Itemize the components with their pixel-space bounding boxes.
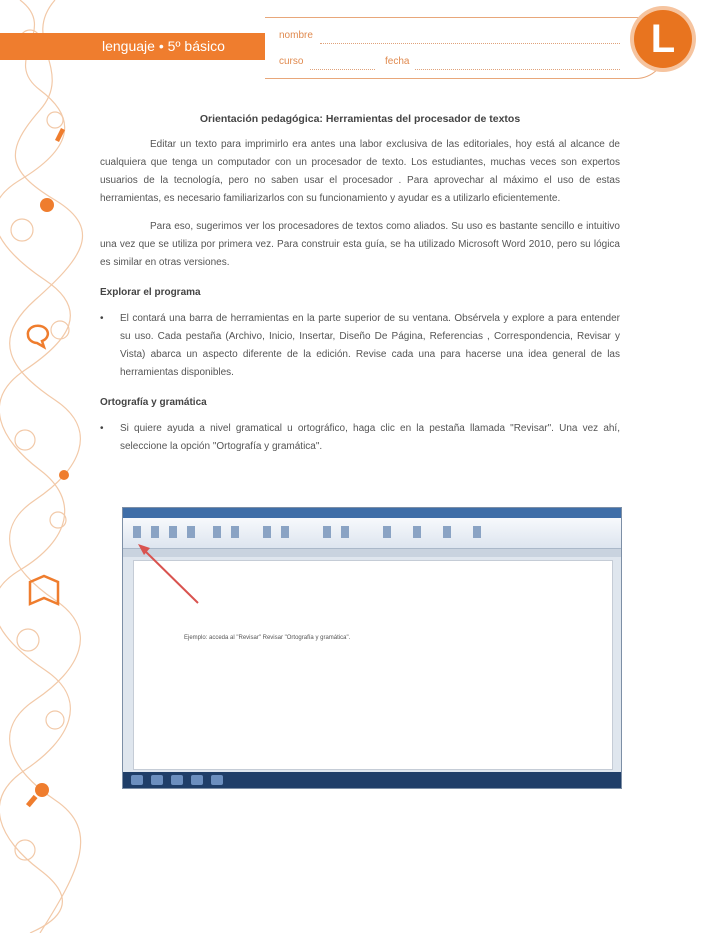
bullet-explore: • El contará una barra de herramientas en la parte superior de su ventana. Obsérvela y explore a para entender su uso. Cada pestaña (Archivo, Inicio, Insertar, Diseño De Página, Referencias , Correspondencia, Revisar y Vista) abarca un aspecto diferente de la edición. Revise cada una para hacerse una idea general de las herramientas disponibles. (100, 310, 620, 382)
name-label: nombre (279, 30, 313, 41)
section-heading-explore: Explorar el programa (100, 287, 201, 298)
section-heading-spelling: Ortografía y gramática (100, 397, 207, 408)
sample-text-line: Ejemplo: acceda al "Revisar" Revisar "Ortografía y gramática". (184, 635, 351, 641)
date-label: fecha (385, 56, 410, 67)
second-paragraph: Para eso, sugerimos ver los procesadores de textos como aliados. Su uso es bastante sencillo e intuitivo una vez que se utiliza por primera vez. Para construir esta guía, se ha utilizado Microsoft Word 2010, pero su lógica es similar en otras versiones. (100, 221, 620, 268)
subject-badge: L (634, 10, 692, 68)
bullet-spelling: • Si quiere ayuda a nivel gramatical u ortográfico, haga clic en la pestaña llamada "Revisar". Una vez ahí, seleccione la opción "Ortografía y gramática". (100, 420, 620, 456)
intro-paragraph: Editar un texto para imprimirlo era antes una labor exclusiva de las editoriales, hoy está al alcance de cualquiera que tenga un computador con un procesador de texto. Los estudiantes, muchas veces son expertos usuarios de la tecnología, pero no saben usar el procesador . Para aprovechar al máximo el uso de estas herramientas, es necesario familiarizarlos con su funcionamiento y ayudar es a utilizarlo eficientemente. (100, 139, 620, 204)
subject-label: lenguaje • 5º básico (102, 38, 225, 54)
document-title: Orientación pedagógica: Herramientas del procesador de textos (199, 113, 521, 125)
course-label: curso (279, 56, 304, 67)
